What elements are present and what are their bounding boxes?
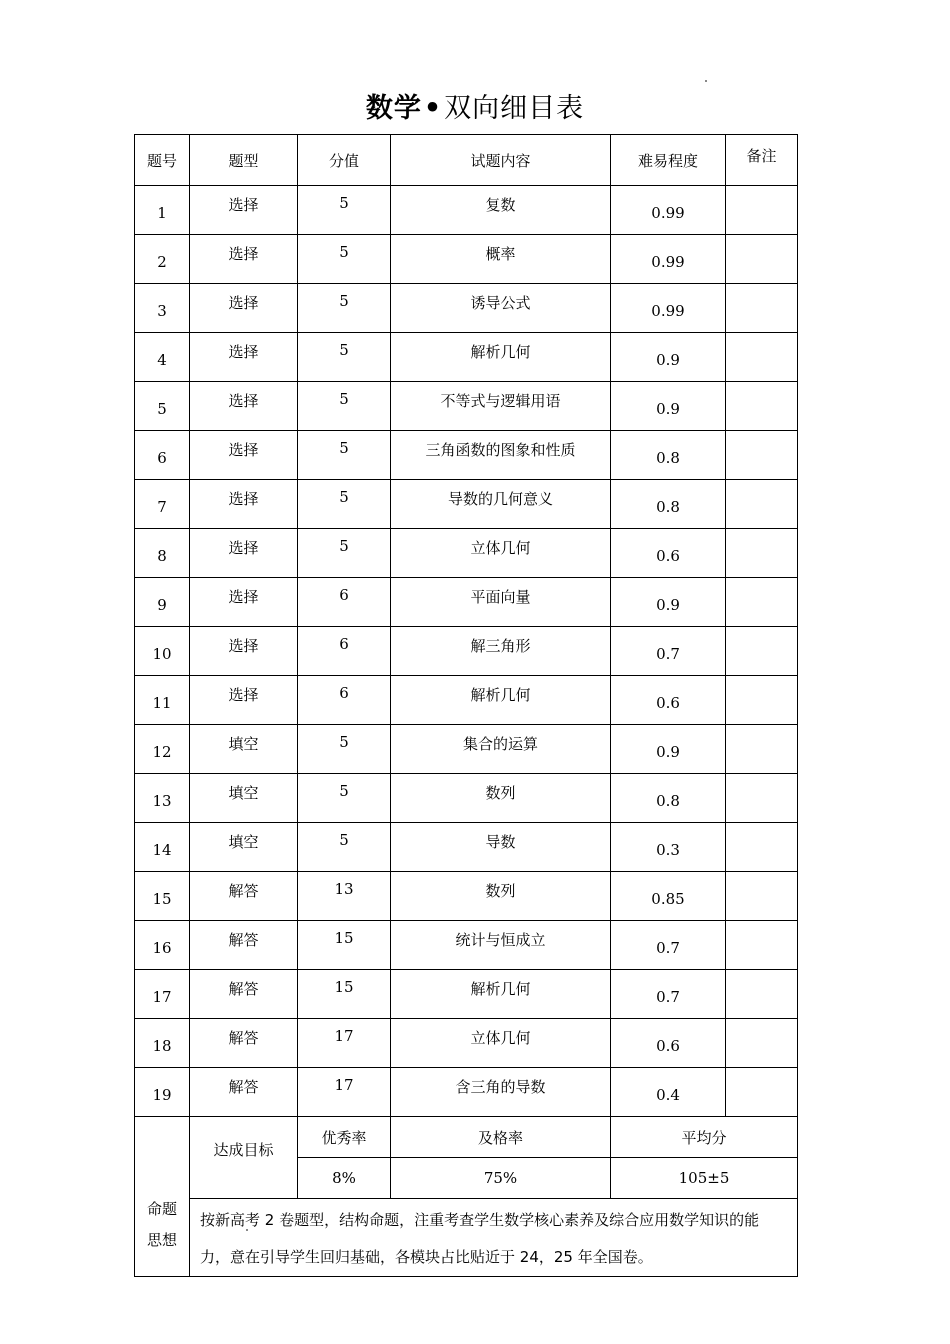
table-row (135, 284, 798, 333)
excellent-rate-label: 优秀率 (298, 1117, 391, 1158)
question-score: 5 (298, 480, 391, 529)
question-score: 5 (298, 529, 391, 578)
question-number: 3 (135, 284, 190, 333)
question-type: 解答 (190, 872, 298, 921)
question-topic: 诱导公式 (391, 284, 611, 333)
question-number: 8 (135, 529, 190, 578)
question-topic: 解析几何 (391, 970, 611, 1019)
table-row (135, 1019, 798, 1068)
header-content: 试题内容 (391, 135, 611, 186)
question-type: 选择 (190, 431, 298, 480)
two-way-specification-table (134, 134, 798, 1277)
question-difficulty: 0.7 (611, 970, 726, 1019)
question-note (726, 186, 798, 235)
question-difficulty: 0.7 (611, 921, 726, 970)
question-type: 填空 (190, 774, 298, 823)
question-note (726, 284, 798, 333)
table-footer (135, 1117, 798, 1277)
question-topic: 数列 (391, 774, 611, 823)
question-topic: 统计与恒成立 (391, 921, 611, 970)
table-row (135, 823, 798, 872)
question-topic: 数列 (391, 872, 611, 921)
table-header-row (135, 135, 798, 186)
question-note (726, 382, 798, 431)
proposition-description: 按新高考 2 卷题型，结构命题，注重考查学生数学核心素养及综合应用数学知识的能力，意在引导学生回归基础，各模块占比贴近于 24，25 年全国卷。 (190, 1199, 798, 1277)
idea-label-line2: 思想 (146, 1230, 177, 1249)
question-difficulty: 0.85 (611, 872, 726, 921)
table-row (135, 725, 798, 774)
target-label: 达成目标 (190, 1117, 298, 1199)
question-topic: 不等式与逻辑用语 (391, 382, 611, 431)
question-number: 18 (135, 1019, 190, 1068)
table-row (135, 872, 798, 921)
table-row (135, 529, 798, 578)
question-note (726, 970, 798, 1019)
question-topic: 导数 (391, 823, 611, 872)
question-number: 4 (135, 333, 190, 382)
question-difficulty: 0.9 (611, 382, 726, 431)
question-number: 9 (135, 578, 190, 627)
question-difficulty: 0.8 (611, 480, 726, 529)
scan-speck (246, 1229, 248, 1231)
question-number: 2 (135, 235, 190, 284)
question-score: 5 (298, 186, 391, 235)
question-score: 6 (298, 627, 391, 676)
question-type: 选择 (190, 578, 298, 627)
question-topic: 三角函数的图象和性质 (391, 431, 611, 480)
header-score: 分值 (298, 135, 391, 186)
question-type: 解答 (190, 921, 298, 970)
question-type: 解答 (190, 1068, 298, 1117)
question-score: 13 (298, 872, 391, 921)
question-difficulty: 0.9 (611, 578, 726, 627)
question-score: 6 (298, 676, 391, 725)
question-type: 选择 (190, 676, 298, 725)
table-row (135, 382, 798, 431)
table-row (135, 1068, 798, 1117)
idea-label-line1: 命题 (146, 1199, 177, 1218)
question-number: 16 (135, 921, 190, 970)
pass-rate-label: 及格率 (391, 1117, 611, 1158)
question-number: 12 (135, 725, 190, 774)
question-number: 13 (135, 774, 190, 823)
average-value: 105±5 (611, 1158, 798, 1199)
table-row (135, 333, 798, 382)
question-score: 17 (298, 1019, 391, 1068)
table-row (135, 235, 798, 284)
question-topic: 复数 (391, 186, 611, 235)
document-title (0, 86, 950, 125)
question-difficulty: 0.8 (611, 774, 726, 823)
header-question-no: 题号 (135, 135, 190, 186)
question-score: 5 (298, 382, 391, 431)
title-separator: • (423, 93, 443, 124)
question-note (726, 823, 798, 872)
question-number: 5 (135, 382, 190, 431)
question-note (726, 1019, 798, 1068)
question-note (726, 529, 798, 578)
question-type: 选择 (190, 382, 298, 431)
question-number: 10 (135, 627, 190, 676)
question-topic: 立体几何 (391, 1019, 611, 1068)
question-type: 解答 (190, 1019, 298, 1068)
title-main: 双向细目表 (444, 93, 585, 124)
table-row (135, 578, 798, 627)
question-score: 5 (298, 823, 391, 872)
question-difficulty: 0.6 (611, 1019, 726, 1068)
table-row (135, 627, 798, 676)
question-topic: 解析几何 (391, 333, 611, 382)
question-topic: 含三角的导数 (391, 1068, 611, 1117)
question-topic: 集合的运算 (391, 725, 611, 774)
question-difficulty: 0.99 (611, 284, 726, 333)
question-note (726, 774, 798, 823)
table-row (135, 431, 798, 480)
question-number: 17 (135, 970, 190, 1019)
question-type: 选择 (190, 333, 298, 382)
question-score: 5 (298, 235, 391, 284)
question-type: 选择 (190, 627, 298, 676)
table-row (135, 774, 798, 823)
question-number: 1 (135, 186, 190, 235)
scan-speck (705, 80, 707, 82)
header-note: 备注 (726, 135, 798, 186)
table-row (135, 970, 798, 1019)
question-topic: 导数的几何意义 (391, 480, 611, 529)
question-type: 选择 (190, 529, 298, 578)
question-type: 解答 (190, 970, 298, 1019)
question-note (726, 627, 798, 676)
question-note (726, 578, 798, 627)
question-number: 14 (135, 823, 190, 872)
question-type: 选择 (190, 235, 298, 284)
question-type: 选择 (190, 284, 298, 333)
question-type: 选择 (190, 480, 298, 529)
question-note (726, 333, 798, 382)
question-difficulty: 0.6 (611, 529, 726, 578)
question-score: 5 (298, 725, 391, 774)
question-note (726, 235, 798, 284)
question-note (726, 872, 798, 921)
question-number: 7 (135, 480, 190, 529)
question-score: 5 (298, 284, 391, 333)
question-difficulty: 0.7 (611, 627, 726, 676)
pass-rate-value: 75% (391, 1158, 611, 1199)
proposition-idea-label (135, 1117, 190, 1277)
question-number: 19 (135, 1068, 190, 1117)
table-row (135, 186, 798, 235)
question-topic: 平面向量 (391, 578, 611, 627)
question-score: 5 (298, 333, 391, 382)
question-topic: 立体几何 (391, 529, 611, 578)
header-difficulty: 难易程度 (611, 135, 726, 186)
table-row (135, 676, 798, 725)
question-difficulty: 0.8 (611, 431, 726, 480)
question-note (726, 480, 798, 529)
question-number: 15 (135, 872, 190, 921)
question-type: 填空 (190, 823, 298, 872)
question-score: 5 (298, 774, 391, 823)
question-difficulty: 0.9 (611, 333, 726, 382)
question-score: 15 (298, 970, 391, 1019)
question-topic: 解析几何 (391, 676, 611, 725)
question-type: 选择 (190, 186, 298, 235)
header-question-type: 题型 (190, 135, 298, 186)
question-type: 填空 (190, 725, 298, 774)
question-difficulty: 0.99 (611, 235, 726, 284)
question-number: 6 (135, 431, 190, 480)
question-score: 5 (298, 431, 391, 480)
question-difficulty: 0.4 (611, 1068, 726, 1117)
question-difficulty: 0.3 (611, 823, 726, 872)
title-subject: 数学 (365, 93, 422, 124)
question-topic: 概率 (391, 235, 611, 284)
question-difficulty: 0.9 (611, 725, 726, 774)
question-difficulty: 0.99 (611, 186, 726, 235)
question-difficulty: 0.6 (611, 676, 726, 725)
table-row (135, 480, 798, 529)
question-topic: 解三角形 (391, 627, 611, 676)
question-note (726, 676, 798, 725)
average-label: 平均分 (611, 1117, 798, 1158)
question-note (726, 725, 798, 774)
excellent-rate-value: 8% (298, 1158, 391, 1199)
question-note (726, 431, 798, 480)
question-note (726, 921, 798, 970)
question-note (726, 1068, 798, 1117)
question-score: 17 (298, 1068, 391, 1117)
question-number: 11 (135, 676, 190, 725)
question-score: 15 (298, 921, 391, 970)
question-score: 6 (298, 578, 391, 627)
table-row (135, 921, 798, 970)
